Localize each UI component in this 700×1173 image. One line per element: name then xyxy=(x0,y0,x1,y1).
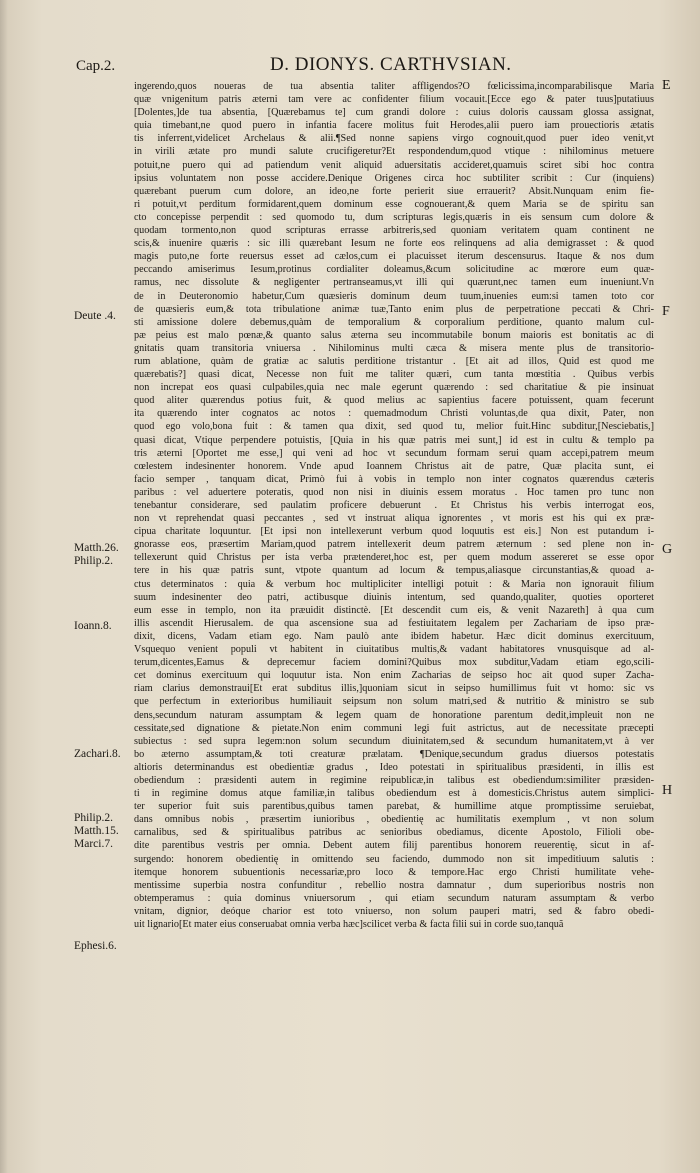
text-line: ctus determinatos : quia & verbum hoc multipliciter intelligi potuit : & Maria non ignorauit filium xyxy=(134,578,654,590)
text-line: quodam tormento,non quod scripturas errasse arbitreris,sed quoniam veritatem quam continent ne xyxy=(134,225,654,237)
section-letter: E xyxy=(662,78,671,93)
body-text xyxy=(134,80,654,931)
running-title: D. DIONYS. CARTHVSIAN. xyxy=(270,54,512,75)
text-line: quæ vnigenitum patris æterni tam vere ac confidenter filium vocauit.[Ecce ego & pater tuus]putatiuus xyxy=(134,94,654,106)
text-line: ingerendo,quos noueras de tua absentia taliter affligendos?O fœlicissima,incomparabilisque Maria xyxy=(134,81,654,92)
text-line: peccando amiserimus Iesum,protinus cordialiter doleamus,&cum solicitudine ac mœrore eum quæ- xyxy=(134,264,654,276)
text-line: quærebatis?] quasi dicat, Necesse non fuit me taliter quæri, cum tanta mœstitia . Quibus verbis xyxy=(134,369,654,381)
margin-reference: Matth.15. xyxy=(74,825,119,837)
text-line: altioris determinandus est obedientiæ gradus , Ideo potestati in spiritualibus præsidenti, in illis est xyxy=(134,761,654,773)
text-line: tis inferrent,videlicet Archelaus & alii.¶Sed nonne sapiens virgo cognouit,quod puer ideo venit,vt xyxy=(134,133,654,145)
text-line: subiectus : sed supra legem:non solum secundum diuinitatem,sed & secundum humanitatem,vt à ver xyxy=(134,735,654,747)
text-line: quasi dicat, Vtique perpendere potuistis, [Quia in his quæ patris mei sunt,] id est in cultu & templo pa xyxy=(134,434,654,446)
text-line: cto concepisse perpendit : sed quomodo tu, dum scripturas legis,quæris in eis sensum cum dolore & xyxy=(134,211,654,223)
text-line: paribus : vel aduertere poteratis, quod non nisi in diuinis essem moratus . Hoc tamen pro tunc non xyxy=(134,486,654,498)
text-line: Vsquequo venient populi vt habitent in ciuitatibus multis,& vadant habitatores vnusquisque ad al- xyxy=(134,644,654,656)
margin-reference: Zachari.8. xyxy=(74,748,121,760)
text-line: suum indesinenter deo patri, actibusque diuinis intentum, sed quando,qualiter, quoties oporteret xyxy=(134,591,654,603)
text-line: magis puto,ne forte reuersus esset ad cælos,cum ei placuisset iterum descensurus. Itaque & nos dum xyxy=(134,251,654,263)
text-line: de quæsieris eum,& tota tribulatione animæ tuæ,Tanto enim plus de perpetratione peccati & Chri- xyxy=(134,303,654,315)
margin-reference: Deute .4. xyxy=(74,310,116,322)
text-line: non increpat eos quasi culpabiles,quia nec male egerunt quærendo : sed charitatiue & pie insinuat xyxy=(134,382,654,394)
text-line: pæ peius est malo pœnæ,& quanto salus æterna seu incommutabile bonum maioris est bonitatis ac di xyxy=(134,329,654,341)
text-line: uit lignario[Et mater eius conseruabat omnia verba hæc]scilicet verba & facta filii sui in corde suo,tanquã xyxy=(134,919,564,930)
text-line: scis,& inuenire quæris : sic illi quærebant Iesum ne forte eos relinquens ad alia demigrasset : & quod xyxy=(134,238,654,250)
page-gutter-shadow xyxy=(0,0,8,1173)
text-line: cipua charitate loquuntur. [Et ipsi non intellexerunt verbum quod loquutis est eis.] Non est putandum i- xyxy=(134,526,654,538)
text-line: quod aliter quærendus potius fuit, & quod melius ac sapientius facere potuissent, quam fecerunt xyxy=(134,395,654,407)
text-line: riam clarius demonstraui[Et erat subditus illis,]quoniam sicut in seipso humillimus fuit vt homo: sic vs xyxy=(134,683,654,695)
text-line: obediendum : præsidenti autem in regimine reipublicæ,in talibus est obediendum:similiter præsiden- xyxy=(134,774,654,786)
section-letter: F xyxy=(662,304,670,319)
margin-reference: Ioann.8. xyxy=(74,620,112,632)
text-line: terum,dicentes,Eamus & deprecemur faciem domini?Quibus mox subditur,Vadam etiam ego,scili- xyxy=(134,657,654,669)
text-line: potuit,ne puero qui ad patiendum venit aliquid aduersitatis accideret,quamuis sciret sibi hoc contra xyxy=(134,159,654,171)
text-line: ter superior fuit suis parentibus,quibus tamen parebat, & humillime atque promptissime seruiebat, xyxy=(134,801,654,813)
text-line: itemque honorem subuentionis necessariæ,pro loco & tempore.Hac ergo Christi humilitate vehe- xyxy=(134,866,654,878)
text-line: tenebantur considerare, sed paulatim proficere debuerunt . Et Christus his verbis interrogat eos, xyxy=(134,500,654,511)
text-line: bo æterno assumptam,& toti creaturæ prælatam. ¶Denique,secundum gradus diuersos potestatis xyxy=(134,748,654,760)
margin-reference: Marci.7. xyxy=(74,838,113,850)
text-line: eum esse in templo, non ita præuidit distinctè. [Et descendit cum eis, & venit Nazareth] à qua cum xyxy=(134,604,654,616)
text-line: dans omnibus nobis , præsertim iunioribus , obedientię ac humilitatis exemplum , vt non solum xyxy=(134,814,654,826)
text-line: ramus, nec dissolute & negligenter pertranseamus,vt illi qui quærunt,nec tamen eum inueniunt.Vn xyxy=(134,277,654,289)
text-line: tellexerunt quid Christus per ista verba prætenderet,hoc est, per quem modum assereret se esse opor xyxy=(134,552,654,564)
text-line: ti in regimine domus atque familiæ,in talibus obediendum est à domesticis.Christus autem simplici- xyxy=(134,788,654,800)
text-line: facio semper , tanquam dicat, Primò fui à vobis in templo non inter cognatos quærendus cæteris xyxy=(134,473,654,485)
text-line: cet dominus exercituum qui loquutur ista. Non enim Zacharias de seipso hoc ait quod super Zacha- xyxy=(134,670,654,682)
text-line: gnitatis quam transitoria vniuersa . Nihilominus multi cæca & misera mente plus de transitorio- xyxy=(134,342,654,354)
text-line: dixit, dicens, Vadam etiam ego. Nam paulò ante ibidem habetur. Hæc dicit dominus exercituum, xyxy=(134,630,654,642)
text-line: non vt reprehendat quasi peccantes , sed vt instruat aliqua ignorentes , vt moris est his qui ex præ- xyxy=(134,513,654,525)
margin-reference: Matth.26. xyxy=(74,542,119,554)
text-line: sti amissione dolere debemus,quàm de temporalium & corporalium perditione, quanto malum cul- xyxy=(134,316,654,328)
text-line: quod ego volo,bona fuit : & tamen qua dixit, sed quod tu, melior fuit.Hinc subditur,[Nesciebatis,] xyxy=(134,421,654,433)
text-line: illis ascendit Hierusalem. de qua ascensione sua ad festiuitatem legalem per Zachariam de ipso præ- xyxy=(134,617,654,629)
text-line: quærebant puerum cum dolore, an ideo,ne forte perierit siue errauerit? Absit.Nunquam enim fie- xyxy=(134,185,654,197)
text-line: quia timebant,ne quod puero in infantia facere molitus fuit Herodes,alii puero iam prouectioris ætatis xyxy=(134,120,654,132)
text-line: ita quærendo inter cognatos ac notos : quemadmodum Christi voluntas,de qua dixit, Pater, non xyxy=(134,408,654,420)
text-line: dite parentibus vestris per omnia. Debent autem filij parentibus honorem reuerentię, sicut in af- xyxy=(134,840,654,852)
text-line: surgendo: honorem obedientię in omittendo seu faciendo, dummodo non sit impeditiuum salutis : xyxy=(134,853,654,865)
text-line: mentissime superbia nostra confunditur , rebellio nostra damnatur , dum superioribus nostris non xyxy=(134,879,654,891)
text-line: ri potuit,vt perditum formidarent,quem dominum esse cognouerant,& quem Maria se de spiritu san xyxy=(134,198,654,210)
text-line: obtemperamus : quia dominus vniuersorum , qui etiam secundum naturam assumptam & verbo xyxy=(134,892,654,904)
text-line: cessitate,sed dignatione & pietate.Non enim communi legi fuit astrictus, aut de necessitate præcepti xyxy=(134,722,654,734)
text-line: gnorasse eos, præsertim Mariam,quod patrem intellexerit deum patrem æternum : sed plene non in- xyxy=(134,539,654,551)
section-letter: H xyxy=(662,783,673,798)
text-line: tere in his quæ patris sunt, vtpote quantum ad locum & tempus,aliasque circunstantias,& quoad a- xyxy=(134,565,654,577)
text-line: de in Deuteronomio habetur,Cum quæsieris dominum deum tuum,inuenies eum:si tamen toto cor xyxy=(134,290,654,302)
text-line: in virili ætate pro mundi salute crucifigeretur?Et respondendum,quod vtique : nihilominus metuere xyxy=(134,146,654,158)
chapter-label: Cap.2. xyxy=(76,58,116,74)
margin-reference: Philip.2. xyxy=(74,555,113,567)
text-line: rum ablatione, quàm de gratiæ ac salutis perditione tristantur . [Et ait ad illos, Quid est quod me xyxy=(134,355,654,367)
text-line: carnalibus, sed & spiritualibus patribus ac senioribus obediamus, dicente Apostolo, Filioli obe- xyxy=(134,827,654,839)
text-line: vnitam, dignior, deóque charior est toto vniuerso, non solum pauperi matri, sed & fabro obedi- xyxy=(134,905,654,917)
text-line: que perfectum in exterioribus humiliauit seipsum non solum matri,sed & nutritio & ministro se sub xyxy=(134,696,654,708)
text-line: [Dolentes,]de tua absentia, [Quærebamus te] cum grandi dolore : cuius doloris caussam glossa assignat, xyxy=(134,107,654,119)
text-line: cœlestem indesinenter honorem. Vnde apud Ioannem Christus ait de patre, Quæ placita sunt, ei xyxy=(134,460,654,472)
text-line: dens,secundum naturam assumptam & legem quam de honoratione parentum dedit,impleuit non ne xyxy=(134,709,654,721)
section-letter: G xyxy=(662,542,673,557)
margin-reference: Philip.2. xyxy=(74,812,113,824)
margin-reference: Ephesi.6. xyxy=(74,940,117,952)
text-line: ipsius voluntatem non posse accidere.Denique Origenes circa hoc subtiliter scribit : Cur (inquiens) xyxy=(134,172,654,184)
text-line: tris æterni [Oportet me esse,] qui veni ad hoc vt secundum formam serui quam accepi,patrem meum xyxy=(134,447,654,459)
